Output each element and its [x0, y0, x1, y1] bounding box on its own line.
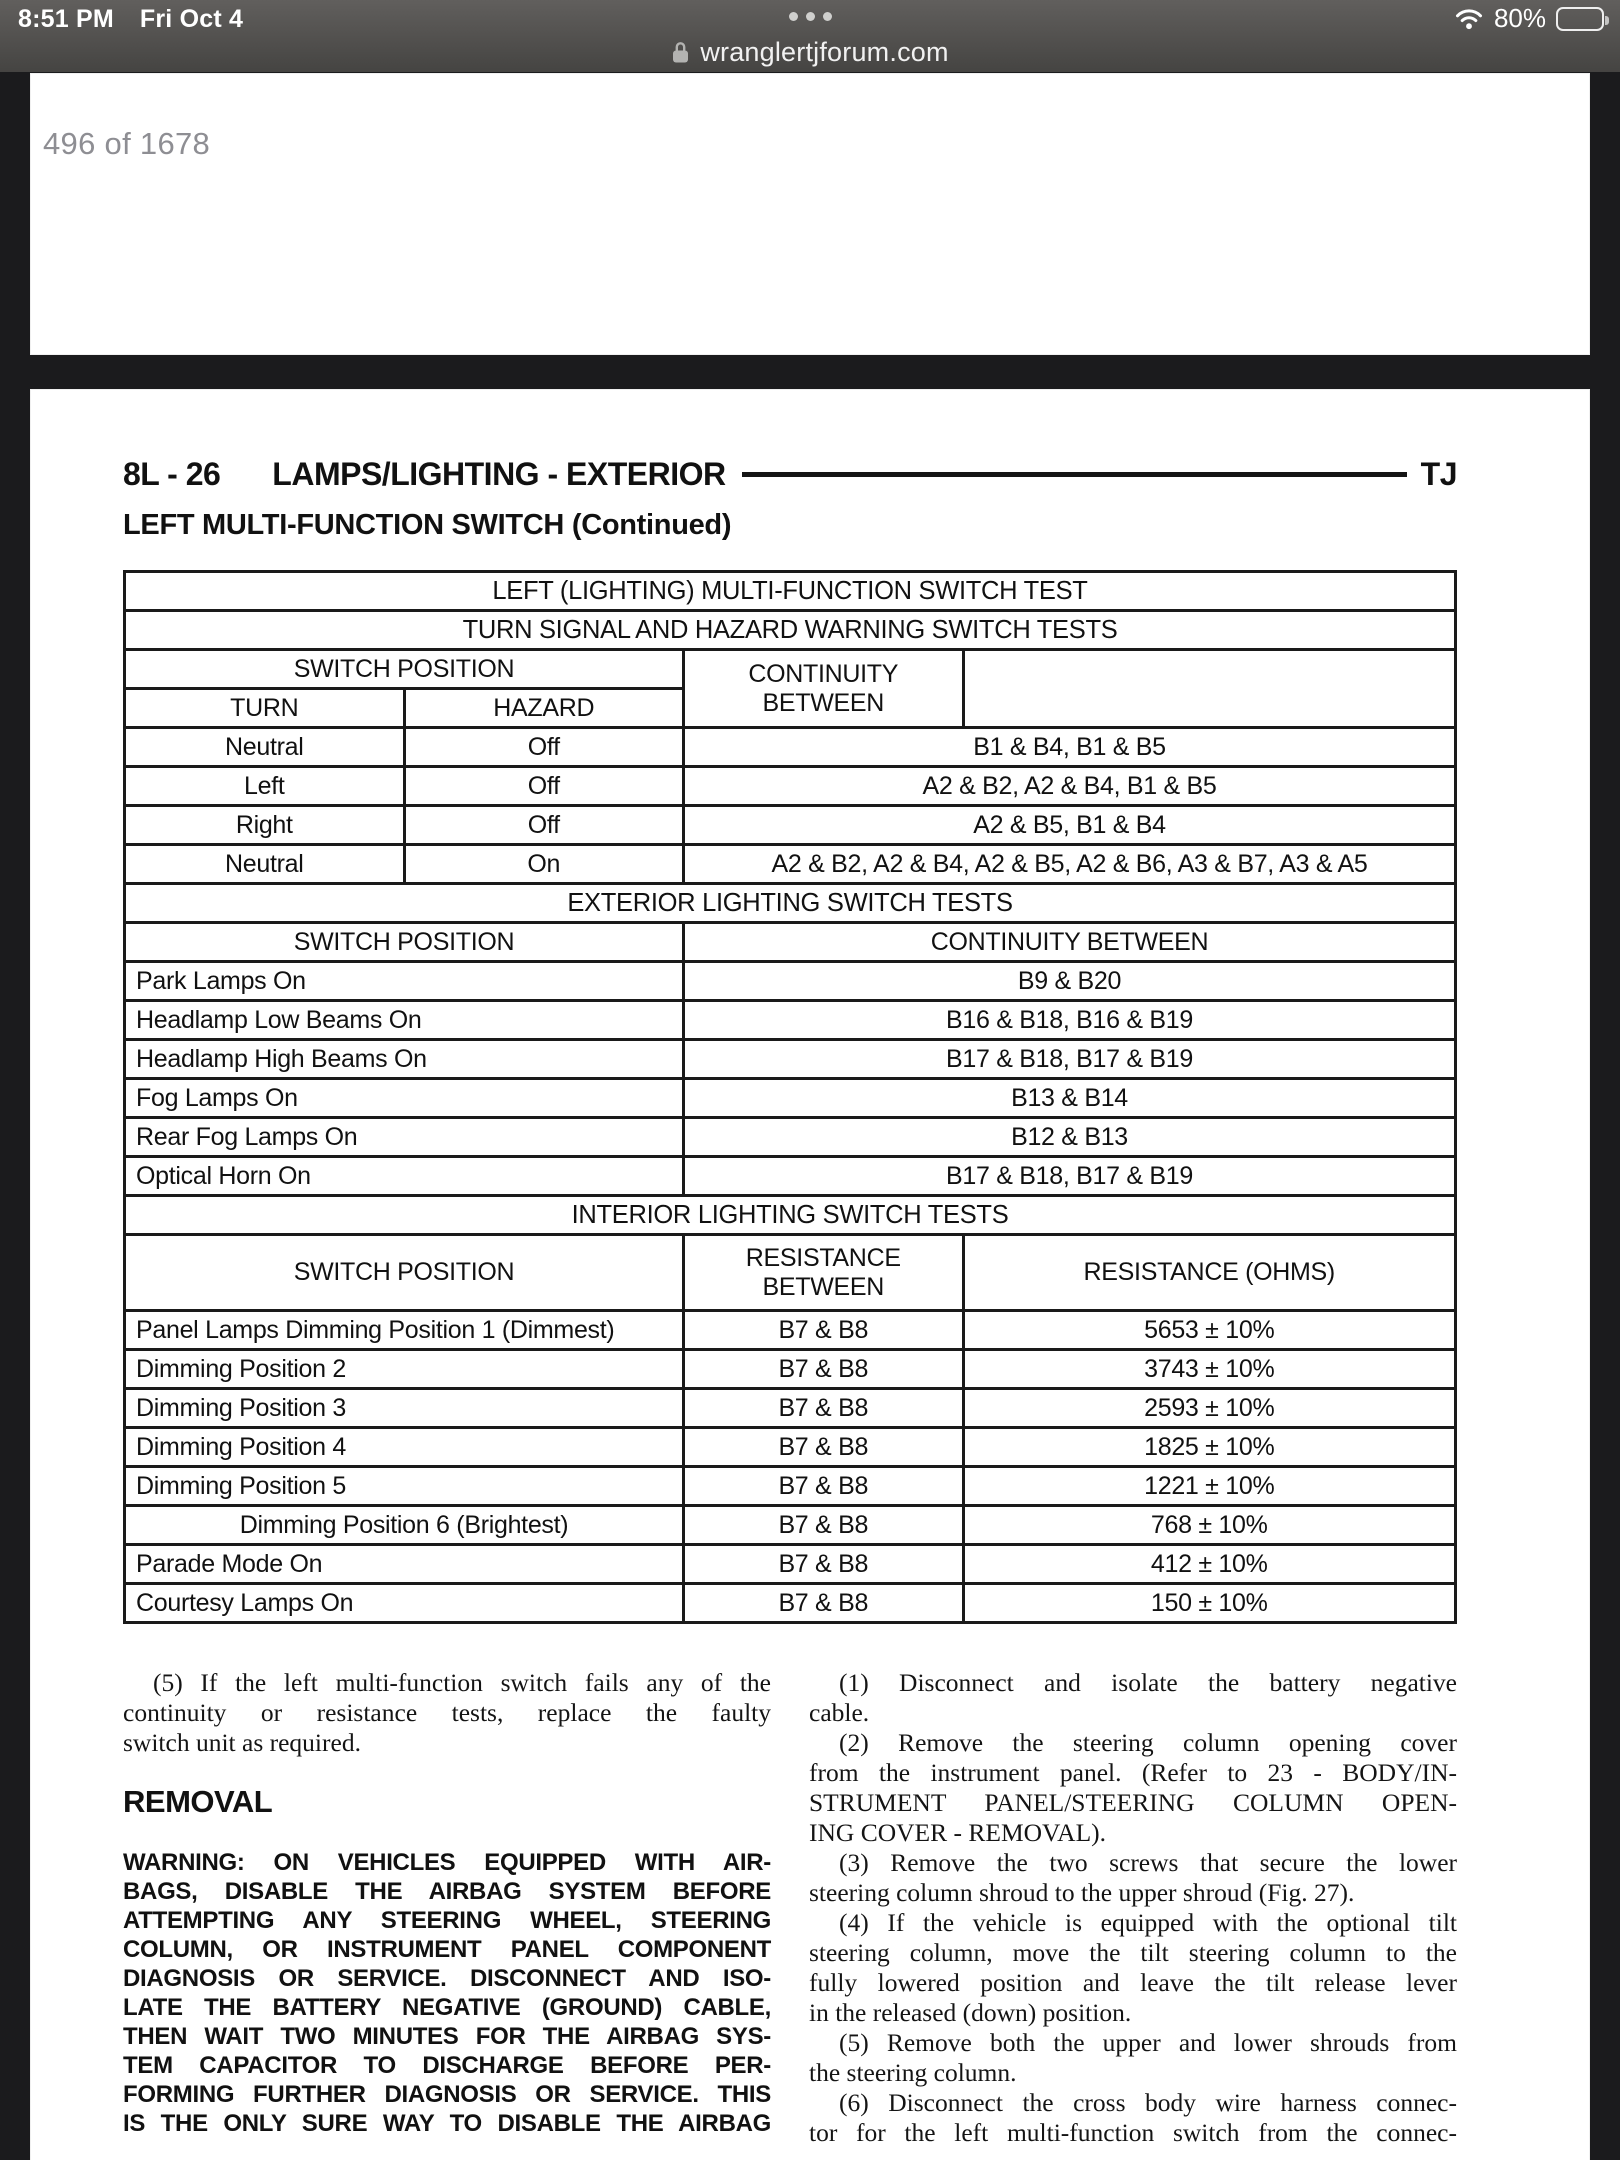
- table-cell: Park Lamps On: [125, 962, 684, 1001]
- table-row: [125, 1584, 1456, 1623]
- table-cell: 150 ± 10%: [963, 1584, 1456, 1623]
- header-cell: TURN: [125, 689, 405, 728]
- table-cell: A2 & B2, A2 & B4, B1 & B5: [684, 767, 1456, 806]
- table-row: [125, 1311, 1456, 1350]
- header-cell: SWITCH POSITION: [125, 1235, 684, 1311]
- battery-percent: 80%: [1493, 3, 1546, 33]
- table-cell: 1221 ± 10%: [963, 1467, 1456, 1506]
- step-1-paragraph: (1) Disconnect and isolate the battery negative cable.: [809, 1668, 1457, 1727]
- table-cell: B12 & B13: [684, 1118, 1456, 1157]
- table-cell: B7 & B8: [684, 1428, 964, 1467]
- header-cell: CONTINUITY BETWEEN: [684, 650, 964, 728]
- doc-model-tag: TJ: [1420, 456, 1457, 492]
- table-cell: Fog Lamps On: [125, 1079, 684, 1118]
- header-cell: CONTINUITY BETWEEN: [684, 923, 1456, 962]
- table-row: [125, 767, 1456, 806]
- table-header-row: [125, 923, 1456, 962]
- doc-section-title: LAMPS/LIGHTING - EXTERIOR: [272, 456, 726, 492]
- status-bar-top-row: [0, 0, 1620, 32]
- table-cell-empty: [963, 650, 1456, 728]
- doc-page-code: 8L - 26: [123, 456, 221, 492]
- table-cell: On: [404, 845, 684, 884]
- table-row: [125, 1157, 1456, 1196]
- header-rule: [742, 472, 1407, 477]
- right-column: [809, 1668, 1457, 2148]
- step-5-paragraph: (5) If the left multi-function switch fails any of the continuity or resistance tests, replace the faulty switch unit as required.: [123, 1668, 771, 1757]
- header-cell: HAZARD: [404, 689, 684, 728]
- table-cell: B7 & B8: [684, 1350, 964, 1389]
- switch-test-table: [123, 570, 1457, 1624]
- table-cell: 3743 ± 10%: [963, 1350, 1456, 1389]
- table-cell: Dimming Position 6 (Brightest): [125, 1506, 684, 1545]
- pdf-page-current[interactable]: [31, 390, 1589, 2160]
- section2-title: EXTERIOR LIGHTING SWITCH TESTS: [125, 884, 1456, 923]
- header-cell: SWITCH POSITION: [125, 923, 684, 962]
- table-cell: A2 & B2, A2 & B4, A2 & B5, A2 & B6, A3 & B7, A3 & A5: [684, 845, 1456, 884]
- table-cell: Off: [404, 728, 684, 767]
- clock: 8:51 PM: [18, 5, 114, 33]
- table-cell: Parade Mode On: [125, 1545, 684, 1584]
- table-row: [125, 1079, 1456, 1118]
- table-cell: Panel Lamps Dimming Position 1 (Dimmest): [125, 1311, 684, 1350]
- table-row: [125, 1350, 1456, 1389]
- table-cell: Off: [404, 767, 684, 806]
- section-title-row: [125, 1196, 1456, 1235]
- table-cell: Neutral: [125, 728, 405, 767]
- section-title-row: [125, 884, 1456, 923]
- table-cell: Courtesy Lamps On: [125, 1584, 684, 1623]
- table-cell: Right: [125, 806, 405, 845]
- table-cell: Dimming Position 3: [125, 1389, 684, 1428]
- table-row: [125, 962, 1456, 1001]
- table-row: [125, 1467, 1456, 1506]
- table-row: [125, 1428, 1456, 1467]
- step-4-paragraph: (4) If the vehicle is equipped with the optional tilt steering column, move the tilt steering column to the fully lowered position and leave the tilt release lever in the released (down) position.: [809, 1908, 1457, 2027]
- multitasking-dots-icon[interactable]: [0, 12, 1620, 21]
- table-row: [125, 1001, 1456, 1040]
- table-title-row: [125, 572, 1456, 611]
- removal-heading: REMOVAL: [123, 1784, 273, 1819]
- table-cell: Dimming Position 5: [125, 1467, 684, 1506]
- table-cell: B7 & B8: [684, 1467, 964, 1506]
- section3-title: INTERIOR LIGHTING SWITCH TESTS: [125, 1196, 1456, 1235]
- table-row: [125, 1389, 1456, 1428]
- table-header-row: [125, 650, 1456, 689]
- table-row: [125, 728, 1456, 767]
- table-row: [125, 1040, 1456, 1079]
- table-cell: 768 ± 10%: [963, 1506, 1456, 1545]
- section1-title: TURN SIGNAL AND HAZARD WARNING SWITCH TESTS: [125, 611, 1456, 650]
- table-cell: 412 ± 10%: [963, 1545, 1456, 1584]
- table-cell: A2 & B5, B1 & B4: [684, 806, 1456, 845]
- wifi-icon: [1454, 7, 1484, 30]
- page-indicator: 496 of 1678: [43, 126, 211, 161]
- table-cell: Off: [404, 806, 684, 845]
- left-column: [123, 1668, 771, 2148]
- table-cell: B17 & B18, B17 & B19: [684, 1157, 1456, 1196]
- table-cell: Rear Fog Lamps On: [125, 1118, 684, 1157]
- section-title-row: [125, 611, 1456, 650]
- header-cell: RESISTANCE BETWEEN: [684, 1235, 964, 1311]
- lock-icon: [671, 40, 690, 64]
- table-cell: Optical Horn On: [125, 1157, 684, 1196]
- table-row: [125, 845, 1456, 884]
- table-cell: Dimming Position 4: [125, 1428, 684, 1467]
- table-cell: Headlamp Low Beams On: [125, 1001, 684, 1040]
- table-cell: B7 & B8: [684, 1545, 964, 1584]
- table-title: LEFT (LIGHTING) MULTI-FUNCTION SWITCH TEST: [125, 572, 1456, 611]
- table-cell: B16 & B18, B16 & B19: [684, 1001, 1456, 1040]
- table-cell: B7 & B8: [684, 1311, 964, 1350]
- battery-icon: [1556, 7, 1604, 31]
- doc-header: [123, 456, 1457, 493]
- table-row: [125, 1506, 1456, 1545]
- url-text: wranglertjforum.com: [700, 36, 949, 67]
- table-cell: B9 & B20: [684, 962, 1456, 1001]
- pdf-page-previous[interactable]: [31, 74, 1589, 354]
- step-3-paragraph: (3) Remove the two screws that secure the lower steering column shroud to the upper shroud (Fig. 27).: [809, 1848, 1457, 1907]
- table-cell: B17 & B18, B17 & B19: [684, 1040, 1456, 1079]
- table-cell: B13 & B14: [684, 1079, 1456, 1118]
- date: Fri Oct 4: [139, 5, 244, 33]
- table-cell: B7 & B8: [684, 1506, 964, 1545]
- table-row: [125, 1545, 1456, 1584]
- status-bar: [0, 0, 1620, 72]
- table-cell: Headlamp High Beams On: [125, 1040, 684, 1079]
- step-6-paragraph: (6) Disconnect the cross body wire harness connec- tor for the left multi-function switch from the connec-: [809, 2088, 1457, 2147]
- table-cell: 2593 ± 10%: [963, 1389, 1456, 1428]
- header-cell: SWITCH POSITION: [125, 650, 684, 689]
- url-bar[interactable]: [0, 32, 1620, 72]
- table-cell: 1825 ± 10%: [963, 1428, 1456, 1467]
- table-cell: Left: [125, 767, 405, 806]
- doc-subsection-title: LEFT MULTI-FUNCTION SWITCH (Continued): [123, 509, 732, 541]
- table-cell: B1 & B4, B1 & B5: [684, 728, 1456, 767]
- step-2-paragraph: (2) Remove the steering column opening cover from the instrument panel. (Refer to 23 - BODY/IN- STRUMENT PANEL/STEERING COLUMN OPEN- ING COVER - REMOVAL).: [809, 1728, 1457, 1847]
- table-cell: Neutral: [125, 845, 405, 884]
- table-cell: 5653 ± 10%: [963, 1311, 1456, 1350]
- warning-paragraph: WARNING: ON VEHICLES EQUIPPED WITH AIR- BAGS, DISABLE THE AIRBAG SYSTEM BEFORE ATTEMPTING ANY STEERING WHEEL, STEERING COLUMN, OR INSTRUMENT PANEL COMPONENT DIAGNOSIS OR SERVICE. DISCONNECT AND ISO- LATE THE BATTERY NEGATIVE (GROUND) CABLE, THEN WAIT TWO MINUTES FOR THE AIRBAG SYS- TEM CAPACITOR TO DISCHARGE BEFORE PER- FORMING FURTHER DIAGNOSIS OR SERVICE. THIS IS THE ONLY SURE WAY TO DISABLE THE AIRBAG: [123, 1849, 771, 2137]
- step-5b-paragraph: (5) Remove both the upper and lower shrouds from the steering column.: [809, 2028, 1457, 2087]
- table-cell: B7 & B8: [684, 1584, 964, 1623]
- table-row: [125, 806, 1456, 845]
- body-columns: [123, 1668, 1457, 2148]
- table-cell: B7 & B8: [684, 1389, 964, 1428]
- table-header-row: [125, 1235, 1456, 1311]
- header-cell: RESISTANCE (OHMS): [963, 1235, 1456, 1311]
- table-cell: Dimming Position 2: [125, 1350, 684, 1389]
- table-row: [125, 1118, 1456, 1157]
